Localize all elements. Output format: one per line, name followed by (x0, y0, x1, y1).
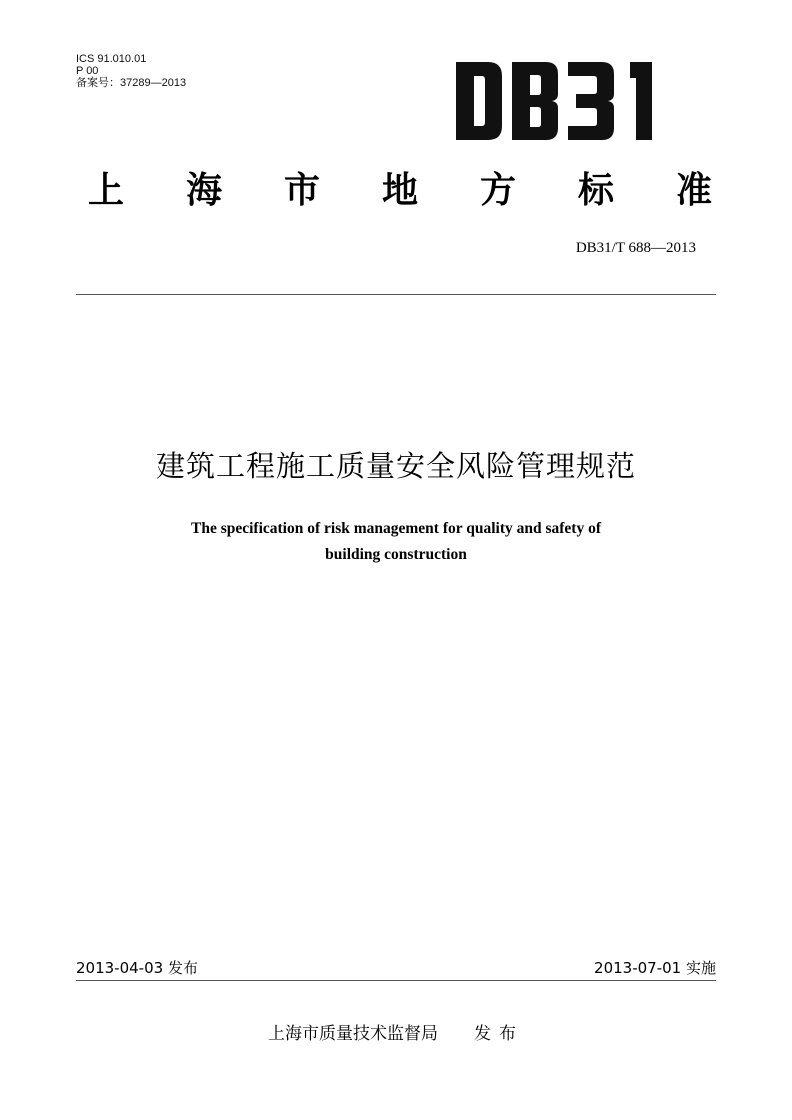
implementation-date: 2013-07-01 实施 (594, 959, 716, 977)
standard-code: DB31/T 688—2013 (575, 240, 696, 256)
document-title-cn: 建筑工程施工质量安全风险管理规范 (155, 449, 636, 483)
standard-type-char: 方 (479, 170, 516, 211)
db31-logo (452, 60, 676, 142)
standard-type-char: 准 (675, 170, 712, 211)
title-en-line-1: The specification of risk management for quality and safety of (190, 520, 602, 537)
issuer-line (0, 1019, 792, 1044)
standard-type-char: 上 (87, 170, 124, 211)
issuer-action: 发布 (474, 1024, 524, 1044)
filing-number: 备案号：37289—2013 (76, 77, 187, 89)
standard-type-char: 标 (577, 170, 614, 211)
bottom-divider (76, 980, 716, 981)
top-divider (76, 294, 716, 295)
standard-type-char: 海 (185, 170, 222, 211)
document-title-en (0, 516, 792, 568)
standard-type-char: 市 (283, 170, 320, 211)
ics-code: ICS 91.010.01 (76, 53, 147, 65)
issuer-organization: 上海市质量技术监督局 (268, 1024, 438, 1044)
standard-type-char: 地 (381, 170, 418, 211)
standard-type-title (80, 162, 720, 212)
document-metadata (76, 53, 186, 89)
issue-date: 2013-04-03 发布 (76, 959, 198, 977)
ccs-code: P 00 (76, 65, 99, 77)
title-en-line-2: building construction (325, 546, 467, 563)
